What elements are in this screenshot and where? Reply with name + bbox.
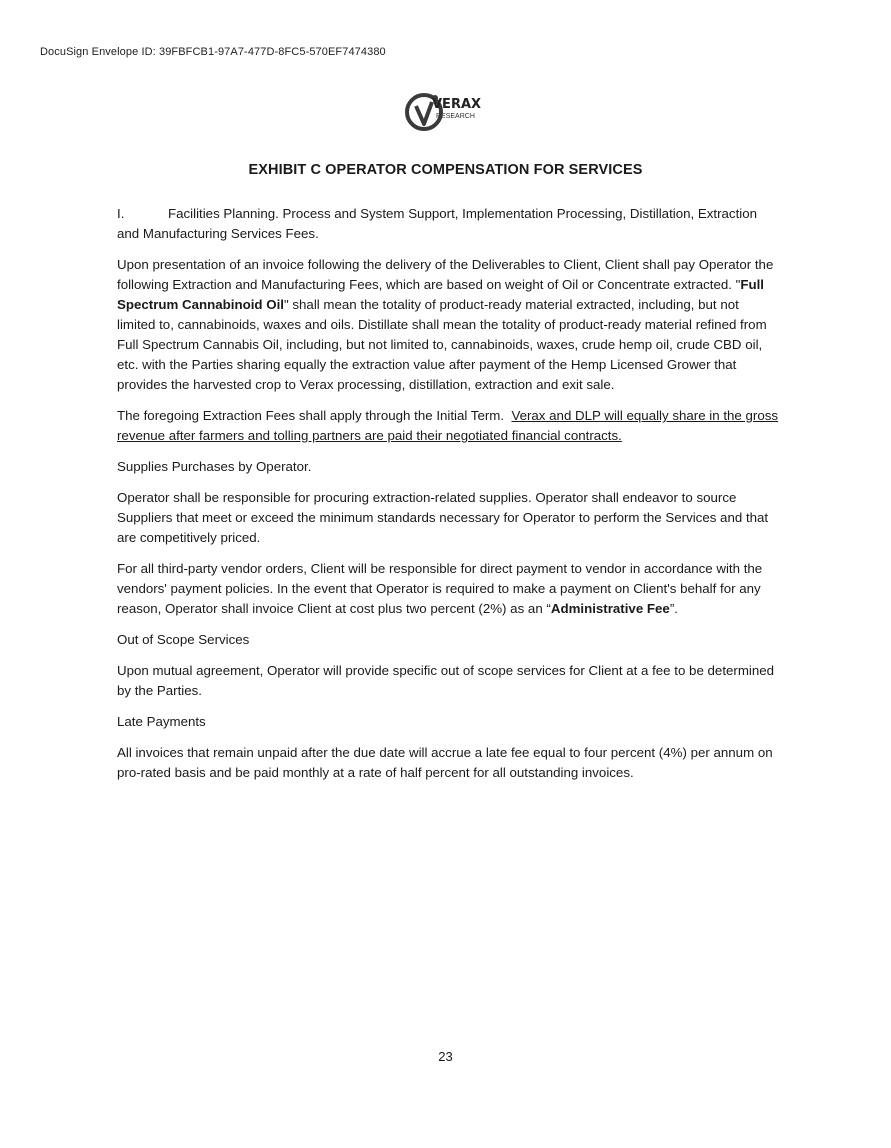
- svg-text:VERAX: VERAX: [432, 97, 482, 112]
- out-of-scope-heading: Out of Scope Services: [117, 632, 250, 647]
- late-payments-paragraph: All invoices that remain unpaid after the due date will accrue a late fee equal to four percent (4%) per annum on pro-rated basis and be paid monthly at a rate of half percent for all outstanding invoices.: [117, 745, 773, 780]
- exhibit-body: [117, 204, 779, 794]
- revenue-share-clause: Verax and DLP will equally share in the gross revenue after farmers and tolling partners are paid their negotiated financial contracts.: [117, 408, 779, 443]
- administrative-fee-term: Administrative Fee: [550, 601, 670, 616]
- exhibit-title: EXHIBIT C OPERATOR COMPENSATION FOR SERVICES: [248, 162, 643, 178]
- page-number: 23: [438, 1049, 453, 1064]
- extraction-fees-paragraph: The foregoing Extraction Fees shall apply through the Initial Term. Verax and DLP will equally share in the gross revenue after farmers and tolling partners are paid their negotiated financial contracts.: [117, 408, 779, 443]
- docusign-envelope-id: DocuSign Envelope ID: 39FBFCB1-97A7-477D-8FC5-570EF7474380: [40, 46, 386, 58]
- verax-logo-icon: [404, 88, 488, 136]
- section-number: I.: [117, 206, 125, 221]
- out-of-scope-paragraph: Upon mutual agreement, Operator will provide specific out of scope services for Client at a fee to be determined by the Parties.: [117, 663, 775, 698]
- vendor-orders-paragraph: For all third-party vendor orders, Client will be responsible for direct payment to vendor in accordance with the vendors' payment policies. In the event that Operator is required to make a payment on Client's behalf for any reason, Operator shall invoice Client at cost plus two percent (2%) as an “Administrative Fee”.: [117, 561, 763, 616]
- supplies-heading: Supplies Purchases by Operator.: [117, 459, 312, 474]
- section-heading-text: Facilities Planning. Process and System Support, Implementation Processing, Distillation, Extraction and Manufacturing Services Fees.: [117, 206, 758, 241]
- late-payments-heading: Late Payments: [117, 714, 206, 729]
- full-spectrum-term: Full Spectrum Cannabinoid Oil: [117, 277, 764, 312]
- svg-text:RESEARCH: RESEARCH: [436, 113, 475, 120]
- supplies-paragraph: Operator shall be responsible for procuring extraction-related supplies. Operator shall endeavor to source Suppliers that meet or exceed the minimum standards necessary for Operator to perform the Services and that are competitively priced.: [117, 490, 769, 545]
- invoice-paragraph: Upon presentation of an invoice following the delivery of the Deliverables to Client, Client shall pay Operator the following Extraction and Manufacturing Fees, which are based on weight of Oil or Concentrate extracted. "Full Spectrum Cannabinoid Oil" shall mean the totality of product-ready material extracted, including, but not limited to, cannabinoids, waxes and oils. Distillate shall mean the totality of product-ready material refined from Full Spectrum Cannabis Oil, including, but not limited to, cannabinoids, waxes, crude hemp oil, crude CBD oil, etc. with the Parties sharing equally the extraction value after payment of the Hemp Licensed Grower that provides the harvested crop to Verax processing, distillation, extraction and exit sale.: [117, 257, 774, 392]
- verax-research-logo: [404, 88, 488, 136]
- section-one-heading: [117, 204, 779, 244]
